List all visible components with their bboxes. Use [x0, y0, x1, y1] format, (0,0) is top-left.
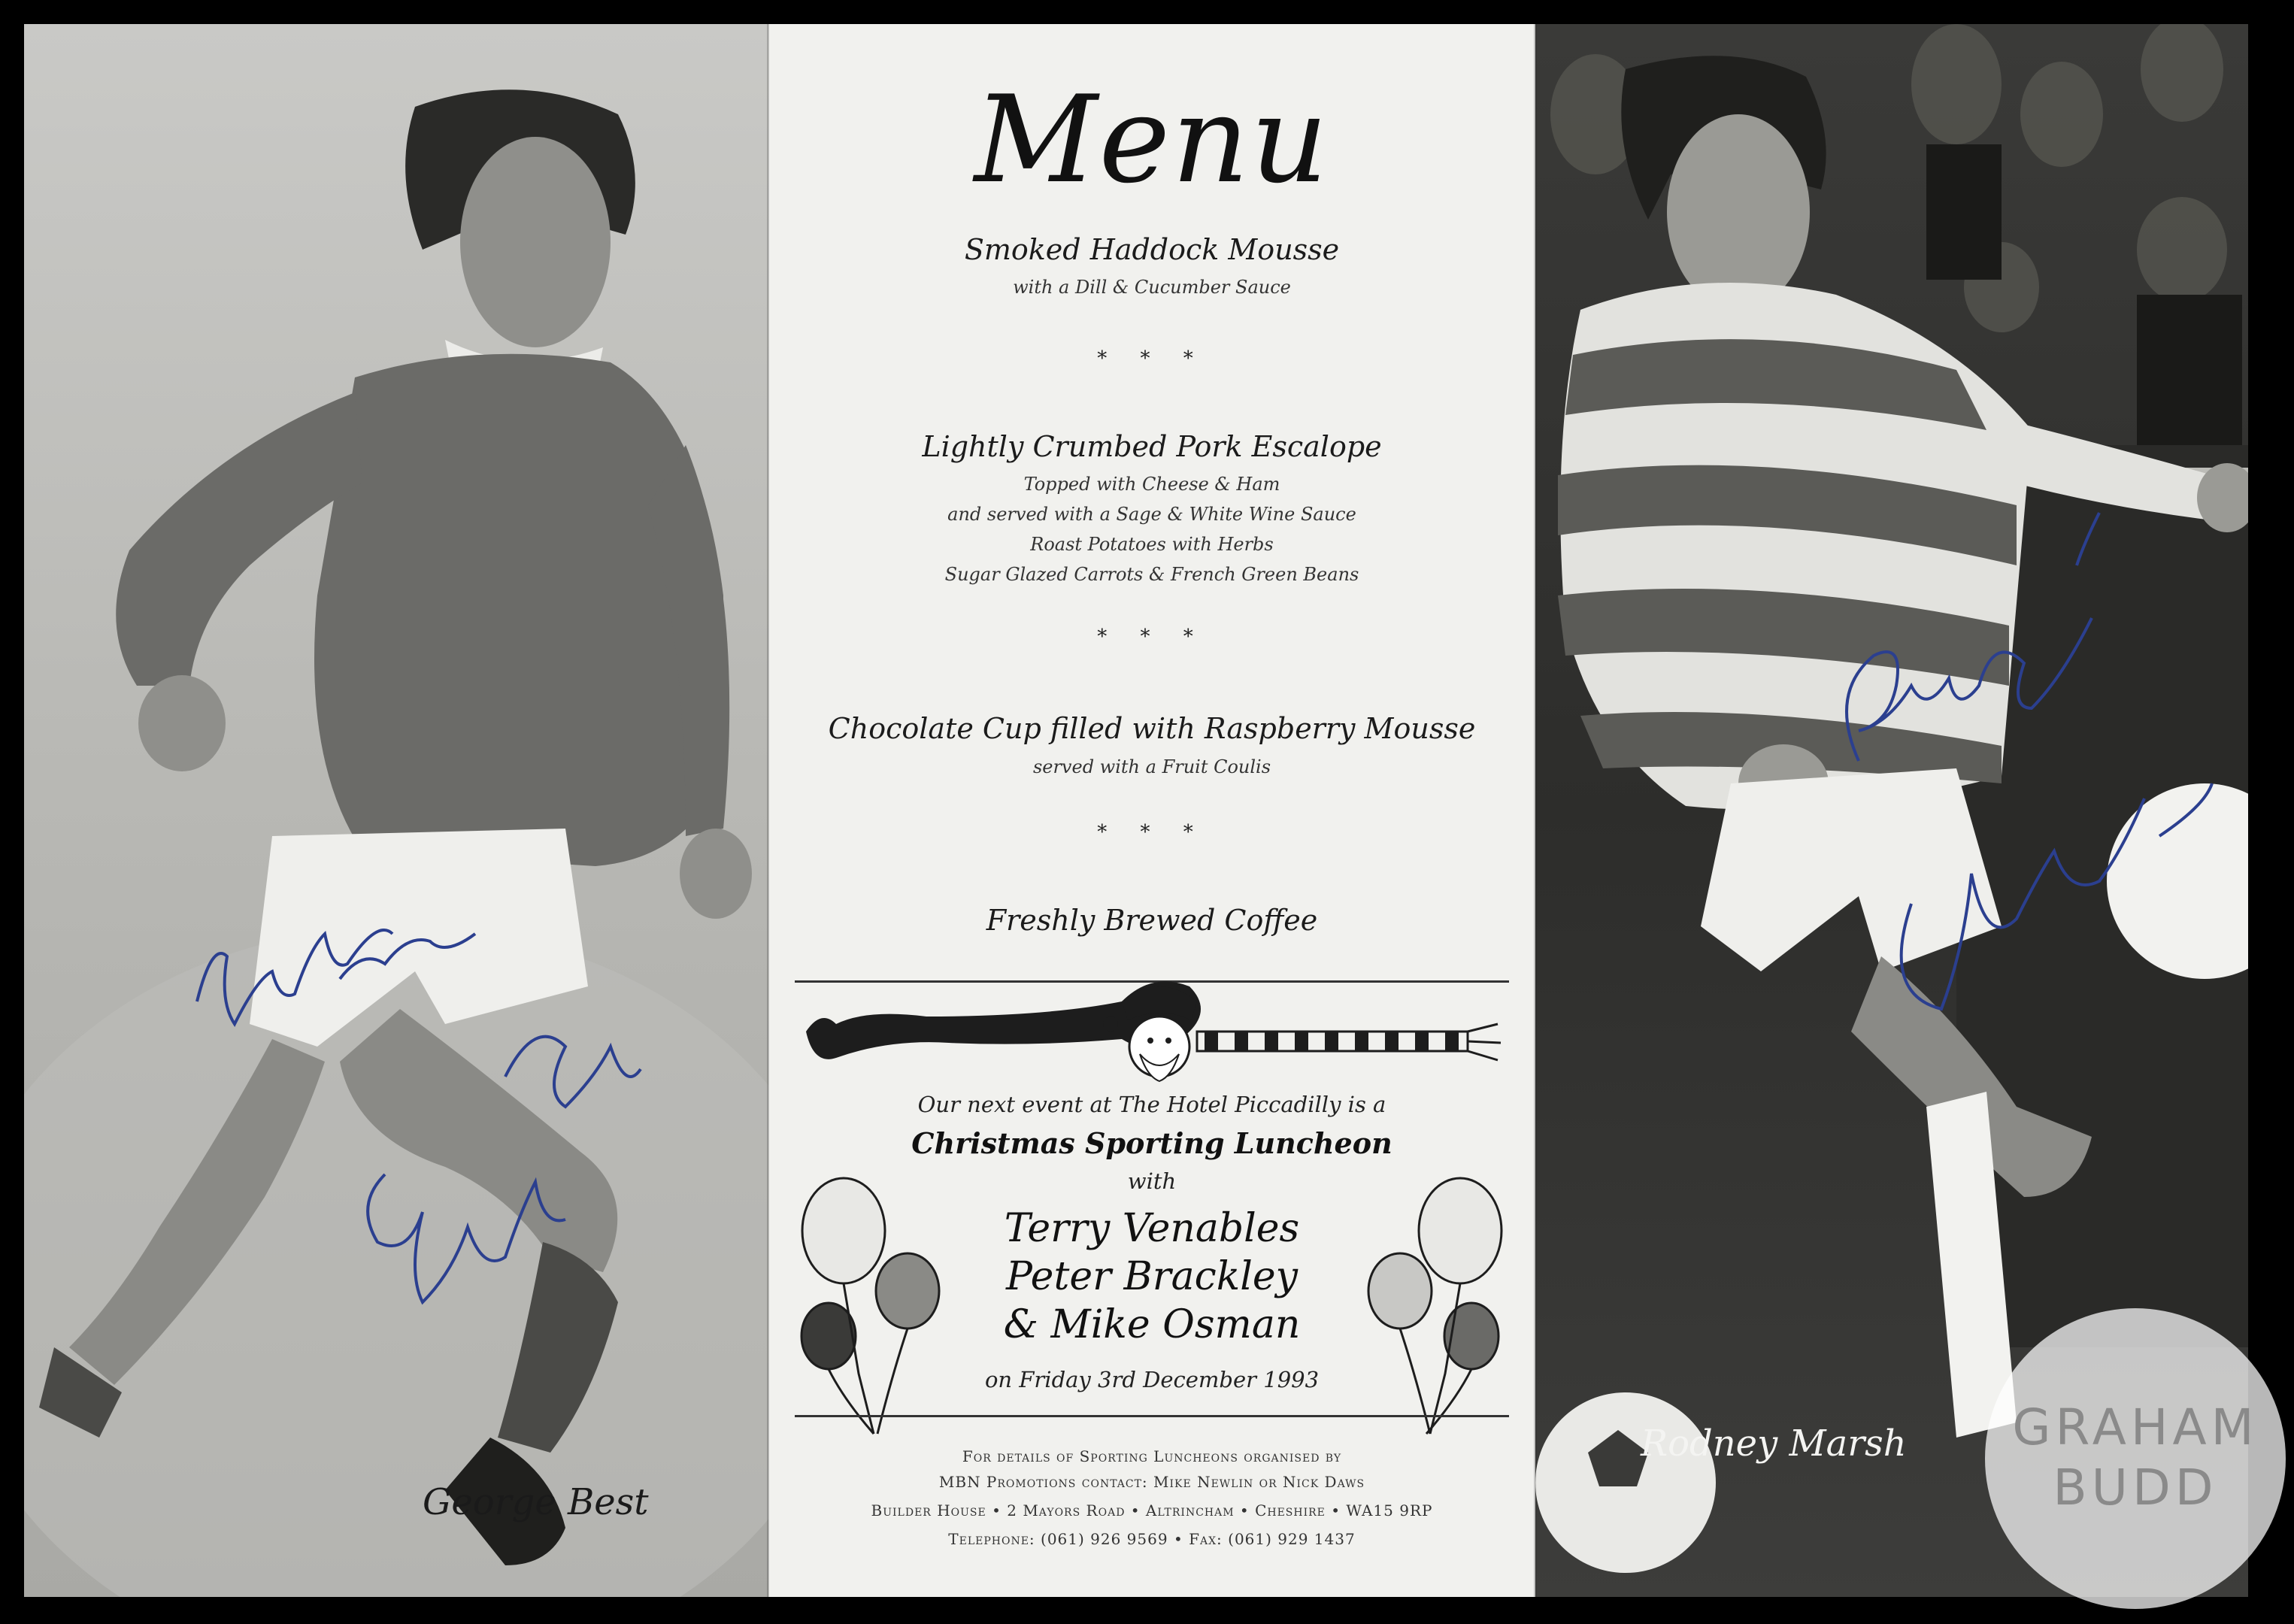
separator: * * *	[1097, 626, 1207, 648]
footer-address: Builder House • 2 Mayors Road • Altrincham • Cheshire • WA15 9RP	[871, 1501, 1433, 1519]
menu-sheet	[24, 24, 2248, 1597]
fold-line	[1534, 24, 1536, 1597]
menu-title: Menu	[974, 69, 1330, 210]
watermark-line-1: GRAHAM	[2012, 1398, 2259, 1456]
divider	[795, 1415, 1509, 1417]
george-best-signature	[24, 24, 768, 1597]
course-3-name: Chocolate Cup filled with Raspberry Mousse	[828, 712, 1476, 745]
separator: * * *	[1097, 347, 1207, 370]
menu-panel	[768, 24, 1535, 1597]
course-2-detail: and served with a Sage & White Wine Sauce	[947, 504, 1356, 525]
course-4-name: Freshly Brewed Coffee	[986, 904, 1318, 937]
footer-contact: Telephone: (061) 926 9569 • Fax: (061) 929 1437	[948, 1530, 1356, 1548]
separator: * * *	[1097, 821, 1207, 844]
rodney-marsh-caption: Rodney Marsh	[1641, 1423, 1907, 1465]
course-2-detail: Sugar Glazed Carrots & French Green Beans	[944, 564, 1359, 585]
fold-line	[767, 24, 769, 1597]
course-3-detail: served with a Fruit Coulis	[1032, 756, 1271, 777]
footer-line: For details of Sporting Luncheons organised by	[962, 1447, 1342, 1465]
course-2-name: Lightly Crumbed Pork Escalope	[922, 430, 1382, 463]
course-1-detail: with a Dill & Cucumber Sauce	[1013, 277, 1291, 298]
course-2-detail: Roast Potatoes with Herbs	[1030, 534, 1274, 555]
course-1-name: Smoked Haddock Mousse	[964, 233, 1340, 266]
balloons-illustration	[768, 24, 1535, 1597]
event-title: Christmas Sporting Luncheon	[911, 1126, 1392, 1160]
george-best-caption: George Best	[423, 1481, 649, 1523]
event-date: on Friday 3rd December 1993	[984, 1367, 1320, 1392]
course-2-detail: Topped with Cheese & Ham	[1023, 474, 1280, 495]
graham-budd-watermark	[1985, 1308, 2286, 1609]
watermark-line-2: BUDD	[2053, 1459, 2218, 1516]
guest-name: Peter Brackley	[1006, 1254, 1298, 1299]
event-intro: Our next event at The Hotel Piccadilly is a	[917, 1092, 1386, 1117]
guest-name: & Mike Osman	[1003, 1302, 1301, 1347]
guest-name: Terry Venables	[1004, 1206, 1300, 1251]
footer-line: MBN Promotions contact: Mike Newlin or Nick Daws	[938, 1473, 1365, 1491]
george-best-photo-panel	[24, 24, 768, 1597]
event-with: with	[1127, 1168, 1177, 1194]
